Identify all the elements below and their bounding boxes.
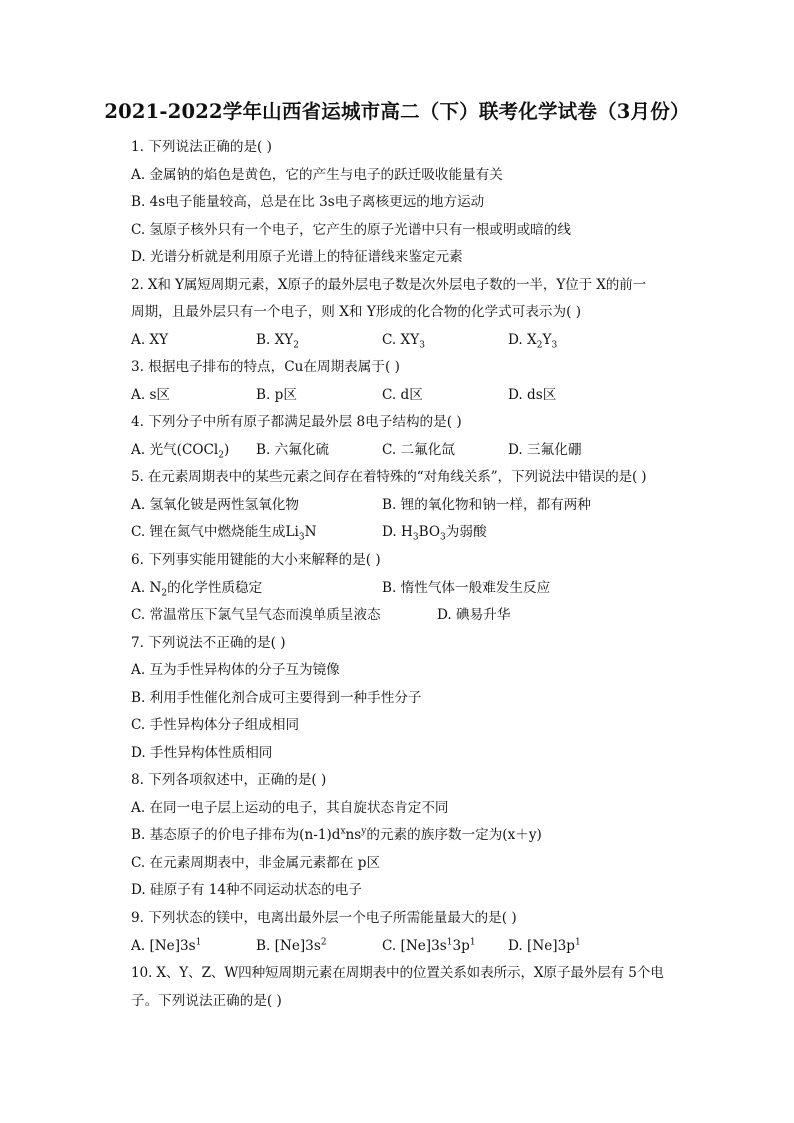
question-7-option-d: D. 手性异构体性质相同 xyxy=(131,745,273,761)
question-7-option-b: B. 利用手性催化剂合成可主要得到一种手性分子 xyxy=(131,690,422,706)
question-4-stem: 4. 下列分子中所有原子都满足最外层 8电子结构的是( ) xyxy=(131,414,462,430)
question-2-option-b: B. $XY_2$ xyxy=(256,332,300,351)
question-1-option-a: A. 金属钠的焰色是黄色，它的产生与电子的跃迁吸收能量有关 xyxy=(131,167,503,183)
question-1-option-c: C. 氢原子核外只有一个电子，它产生的原子光谱中只有一根或明或暗的线 xyxy=(131,222,571,238)
question-6-option-d: D. 碘易升华 xyxy=(437,607,511,623)
question-7-option-a: A. 互为手性异构体的分子互为镜像 xyxy=(131,662,340,678)
question-3-stem: 3. 根据电子排布的特点，Cu在周期表属于( ) xyxy=(131,359,400,375)
question-3-option-a: A. s区 xyxy=(131,387,171,403)
question-1-stem: 1. 下列说法正确的是( ) xyxy=(131,139,272,155)
question-8-option-b: B. 基态原子的价电子排布为$(n-1)d^xns^y$的元素的族序数一定为(x＋y) xyxy=(131,826,542,843)
question-5-option-a: A. 氢氧化铍是两性氢氧化物 xyxy=(131,497,299,513)
question-6-option-c: C. 常温常压下氯气呈气态而溴单质呈液态 xyxy=(131,607,381,623)
question-3-option-d: D. ds区 xyxy=(508,387,557,403)
question-5-option-c: C. 锂在氮气中燃烧能生成$Li_3N$ xyxy=(131,524,317,543)
question-9-option-c: C. $[Ne]3s^13p^1$ xyxy=(382,937,476,954)
question-7-option-c: C. 手性异构体分子组成相同 xyxy=(131,717,300,733)
question-9-option-d: D. $[Ne]3p^1$ xyxy=(508,937,581,954)
question-1-option-d: D. 光谱分析就是利用原子光谱上的特征谱线来鉴定元素 xyxy=(131,249,463,265)
question-2-stem-line-2: 周期，且最外层只有一个电子，则 X和 Y形成的化合物的化学式可表示为( ) xyxy=(131,304,582,320)
question-8-option-c: C. 在元素周期表中，非金属元素都在 p区 xyxy=(131,855,381,871)
question-2-stem-line-1: 2. X和 Y属短周期元素，X原子的最外层电子数是次外层电子数的一半，Y位于 X的前一 xyxy=(131,277,647,293)
question-5-option-d: D. $H_3BO_3$为弱酸 xyxy=(382,524,487,543)
question-9-stem: 9. 下列状态的镁中，电离出最外层一个电子所需能量最大的是( ) xyxy=(131,910,517,926)
question-7-stem: 7. 下列说法不正确的是( ) xyxy=(131,635,286,651)
question-5-option-b: B. 锂的氧化物和钠一样，都有两种 xyxy=(382,497,591,513)
question-6-stem: 6. 下列事实能用键能的大小来解释的是( ) xyxy=(131,552,381,568)
question-1-option-b: B. 4s电子能量较高，总是在比 3s电子离核更远的地方运动 xyxy=(131,194,485,210)
question-2-option-c: C. $XY_3$ xyxy=(382,332,425,351)
question-4-option-d: D. 三氟化硼 xyxy=(508,442,582,458)
question-8-option-a: A. 在同一电子层上运动的电子，其自旋状态肯定不同 xyxy=(131,800,449,816)
question-2-option-a: A. XY xyxy=(131,332,169,348)
question-8-stem: 8. 下列各项叙述中，正确的是( ) xyxy=(131,772,327,788)
question-2-option-d: D. $X_2Y_3$ xyxy=(508,332,558,351)
question-9-option-a: A. $[Ne]3s^1$ xyxy=(131,937,202,954)
question-3-option-b: B. p区 xyxy=(256,387,297,403)
question-6-option-a: A. $N_2$的化学性质稳定 xyxy=(131,580,263,599)
question-4-option-a: A. 光气(COCl$_2$) xyxy=(131,442,230,461)
question-8-option-d: D. 硅原子有 14种不同运动状态的电子 xyxy=(131,882,362,898)
question-3-option-c: C. d区 xyxy=(382,387,423,403)
question-9-option-b: B. $[Ne]3s^2$ xyxy=(256,937,327,954)
page-title: 2021-2022学年山西省运城市高二（下）联考化学试卷（3月份） xyxy=(104,100,690,123)
question-6-option-b: B. 惰性气体一般难发生反应 xyxy=(382,580,551,596)
question-5-stem: 5. 在元素周期表中的某些元素之间存在着特殊的“对角线关系”，下列说法中错误的是( ) xyxy=(131,469,647,485)
question-4-option-c: C. 二氟化氙 xyxy=(382,442,455,458)
question-10-stem-line-1: 10. X、Y、Z、W四种短周期元素在周期表中的位置关系如表所示，X原子最外层有 5个电 xyxy=(131,965,664,981)
question-10-stem-line-2: 子。下列说法正确的是( ) xyxy=(131,993,282,1009)
question-4-option-b: B. 六氟化硫 xyxy=(256,442,330,458)
